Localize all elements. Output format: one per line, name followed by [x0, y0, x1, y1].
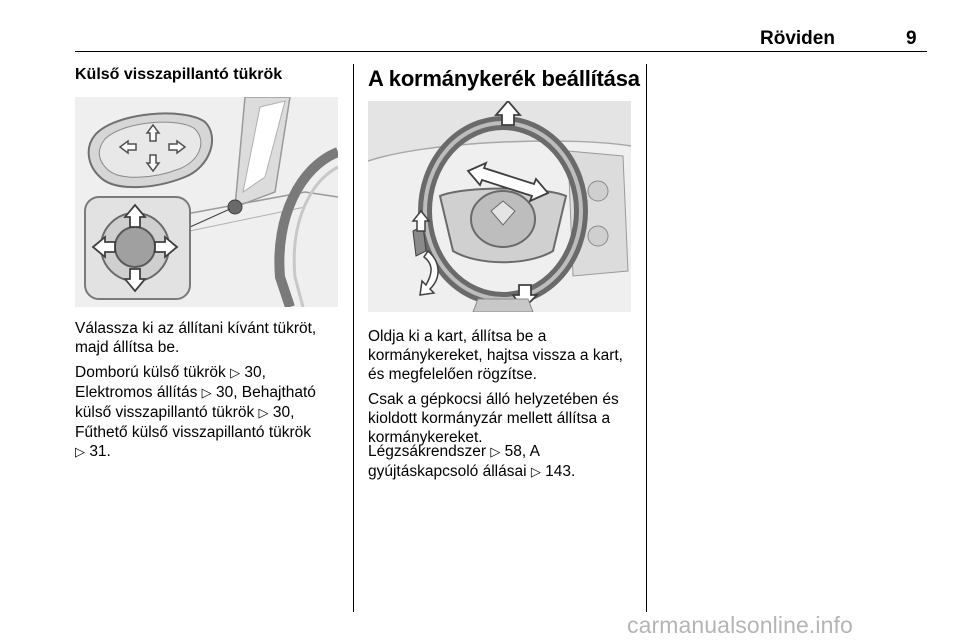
page-number: 9 — [906, 28, 917, 49]
xref-arrow-icon: ▷ — [75, 445, 85, 460]
text-segment: Légzsákrendszer — [368, 443, 487, 460]
watermark: carmanualsonline.info — [627, 612, 853, 638]
page-reference-link[interactable]: 30, Behajtható — [215, 384, 316, 401]
text-segment: Elektromos állítás — [75, 384, 198, 401]
text-line: kormánykereket, hajtsa vissza a kart, — [368, 347, 623, 364]
mirror-instructions — [75, 319, 345, 357]
page-reference-link[interactable]: 143. — [545, 463, 576, 480]
text-line: és megfelelően rögzítse. — [368, 366, 537, 383]
mirror-adjust-figure — [75, 97, 338, 307]
section-heading-mirrors: Külső visszapillantó tükrök — [75, 66, 283, 83]
steering-instructions — [368, 327, 643, 384]
page-reference-link[interactable]: 30, — [244, 364, 266, 381]
xref-arrow-icon: ▷ — [530, 465, 541, 480]
column-divider — [646, 64, 647, 612]
xref-arrow-icon: ▷ — [258, 406, 269, 421]
steering-warning — [368, 390, 643, 447]
text-line: Oldja ki a kart, állítsa be a — [368, 328, 547, 345]
text-segment: külső visszapillantó tükrök — [75, 404, 255, 421]
steering-adjust-figure — [368, 101, 631, 312]
header-rule — [75, 51, 927, 52]
page-reference-link[interactable]: 31. — [89, 443, 111, 460]
text-line — [75, 383, 345, 403]
text-line — [75, 442, 345, 462]
xref-arrow-icon: ▷ — [490, 445, 501, 460]
column-divider — [353, 64, 354, 612]
section-heading-steering: A kormánykerék beállítása — [368, 66, 640, 91]
text-line — [75, 363, 345, 383]
text-segment: gyújtáskapcsoló állásai — [368, 463, 527, 480]
header-title: Röviden — [760, 28, 835, 49]
text-line — [75, 403, 345, 423]
text-segment: Fűthető külső visszapillantó tükrök — [75, 424, 312, 441]
xref-arrow-icon: ▷ — [201, 386, 212, 401]
text-line — [368, 462, 643, 482]
text-line: majd állítsa be. — [75, 339, 180, 356]
steering-references — [368, 442, 643, 482]
page-reference-link[interactable]: 30, — [272, 404, 295, 421]
page-reference-link[interactable]: 58, A — [504, 443, 541, 460]
text-line: Válassza ki az állítani kívánt tükröt, — [75, 320, 317, 337]
mirror-references — [75, 363, 345, 462]
xref-arrow-icon: ▷ — [230, 366, 241, 381]
text-line: kormánykereket. — [368, 429, 483, 446]
text-line: kioldott kormányzár mellett állítsa a — [368, 410, 611, 427]
text-line — [368, 442, 643, 462]
text-segment: Domború külső tükrök — [75, 364, 226, 381]
text-line: Csak a gépkocsi álló helyzetében és — [368, 391, 619, 408]
text-line — [75, 423, 345, 442]
